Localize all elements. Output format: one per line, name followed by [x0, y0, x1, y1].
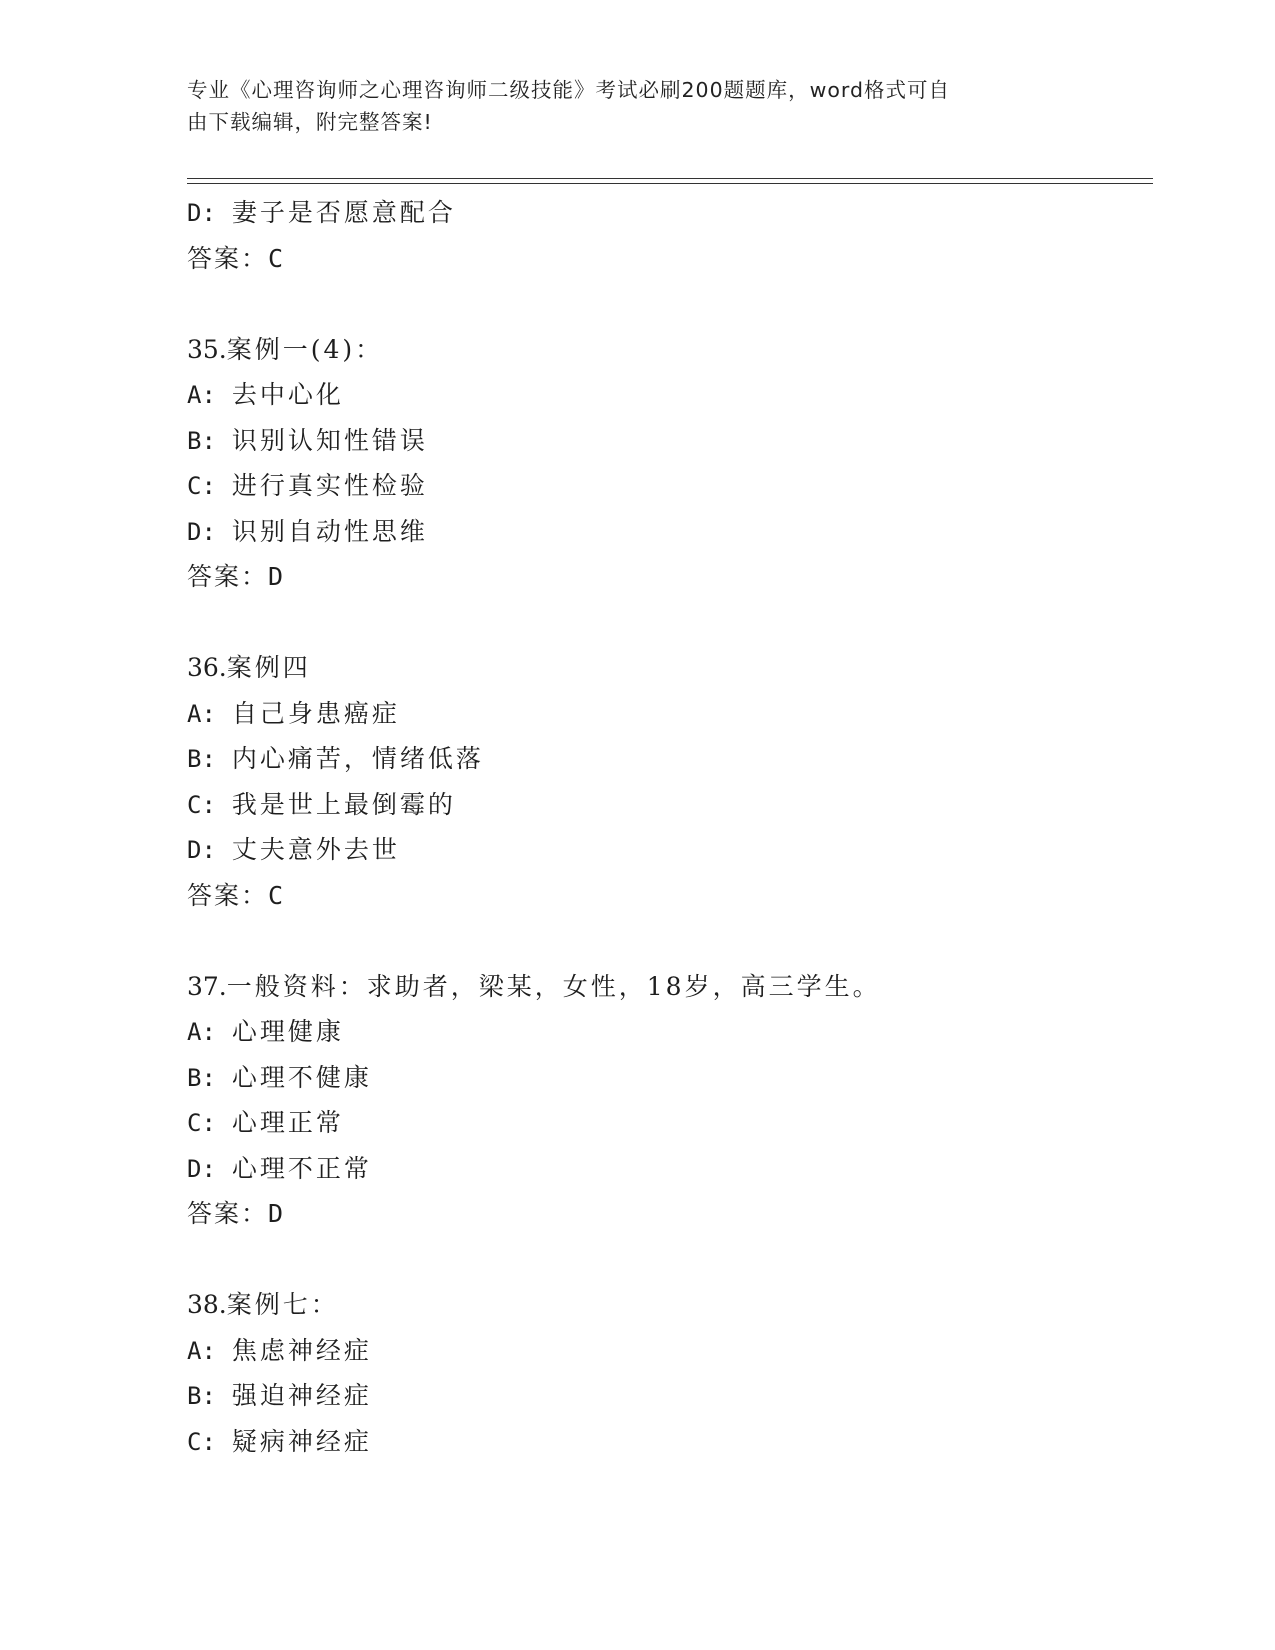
question-stem — [187, 1282, 1147, 1328]
option-text: 心理不正常 — [231, 1153, 372, 1183]
option-letter: D — [187, 517, 202, 546]
option-letter: B — [187, 745, 202, 773]
option-c — [187, 463, 1147, 509]
question-38 — [187, 1282, 1147, 1464]
answer-value: D — [268, 1199, 284, 1228]
answer-label: 答案： — [187, 243, 269, 273]
option-separator: : — [201, 199, 216, 227]
option-text: 我是世上最倒霉的 — [231, 789, 456, 819]
option-letter: B — [187, 1382, 202, 1410]
option-letter: C — [187, 472, 202, 500]
option-text: 自己身患癌症 — [231, 698, 400, 728]
answer-label: 答案： — [187, 562, 269, 591]
question-stem — [187, 964, 1147, 1010]
option-separator: : — [201, 699, 216, 728]
answer-line — [187, 236, 1147, 282]
spacer — [187, 1237, 1147, 1283]
answer-line — [187, 1191, 1147, 1237]
option-letter: C — [187, 1109, 202, 1137]
question-number: 36. — [187, 653, 227, 682]
option-letter: D — [187, 199, 202, 227]
option-separator: : — [201, 1427, 216, 1456]
header-line-2: 由下载编辑，附完整答案! — [187, 110, 433, 134]
answer-label: 答案： — [187, 1199, 269, 1228]
answer-line — [187, 873, 1147, 919]
option-separator: : — [201, 836, 216, 864]
question-number: 37. — [187, 971, 227, 1001]
option-text: 心理不健康 — [231, 1062, 372, 1092]
question-number: 38. — [187, 1290, 227, 1319]
question-stem — [187, 327, 1147, 373]
answer-value: C — [268, 880, 284, 910]
option-text: 去中心化 — [231, 380, 344, 409]
answer-label: 答案： — [187, 880, 269, 910]
option-text: 进行真实性检验 — [231, 471, 428, 500]
question-text: 一般资料：求助者，梁某，女性，18岁，高三学生。 — [226, 971, 881, 1001]
option-letter: D — [187, 836, 202, 864]
option-separator: : — [201, 1382, 216, 1410]
option-letter: A — [187, 1336, 202, 1365]
option-b — [187, 418, 1147, 464]
option-text: 焦虑神经症 — [231, 1335, 372, 1365]
option-b — [187, 736, 1147, 782]
option-separator: : — [201, 472, 216, 500]
option-d — [187, 190, 1147, 236]
option-letter: B — [187, 1063, 202, 1092]
option-separator: : — [201, 1018, 216, 1046]
option-separator: : — [201, 790, 216, 819]
option-letter: A — [187, 381, 202, 409]
question-continued — [187, 190, 1147, 281]
question-number: 35. — [187, 334, 227, 364]
option-text: 识别自动性思维 — [231, 516, 428, 546]
option-b — [187, 1373, 1147, 1419]
option-separator: : — [201, 745, 216, 773]
option-text: 心理健康 — [231, 1017, 344, 1046]
answer-value: D — [268, 562, 284, 591]
spacer — [187, 281, 1147, 327]
spacer — [187, 600, 1147, 646]
option-letter: A — [187, 699, 202, 728]
option-letter: D — [187, 1154, 202, 1183]
question-36 — [187, 645, 1147, 918]
question-text: 案例四 — [226, 653, 311, 682]
option-text: 心理正常 — [231, 1108, 344, 1137]
option-d — [187, 827, 1147, 873]
option-a — [187, 1328, 1147, 1374]
option-text: 识别认知性错误 — [231, 425, 428, 455]
option-b — [187, 1055, 1147, 1101]
option-text: 丈夫意外去世 — [231, 835, 400, 864]
option-d — [187, 509, 1147, 555]
option-c — [187, 1419, 1147, 1465]
option-separator: : — [201, 1063, 216, 1092]
document-body — [187, 190, 1147, 1464]
option-separator: : — [201, 381, 216, 409]
answer-line — [187, 554, 1147, 600]
question-35 — [187, 327, 1147, 600]
option-letter: A — [187, 1018, 202, 1046]
header-divider-top — [187, 178, 1153, 179]
option-letter: B — [187, 426, 202, 455]
option-a — [187, 691, 1147, 737]
question-text: 案例一(4)： — [226, 334, 384, 364]
question-37 — [187, 964, 1147, 1237]
option-separator: : — [201, 517, 216, 546]
option-text: 妻子是否愿意配合 — [231, 198, 456, 227]
answer-value: C — [268, 243, 284, 273]
question-text: 案例七： — [226, 1290, 339, 1319]
option-text: 疑病神经症 — [231, 1426, 372, 1456]
spacer — [187, 918, 1147, 964]
option-separator: : — [201, 426, 216, 455]
option-text: 强迫神经症 — [231, 1381, 372, 1410]
option-text: 内心痛苦，情绪低落 — [231, 744, 484, 773]
option-c — [187, 1100, 1147, 1146]
option-separator: : — [201, 1336, 216, 1365]
option-c — [187, 782, 1147, 828]
option-separator: : — [201, 1109, 216, 1137]
header-divider-bottom — [187, 183, 1153, 184]
option-separator: : — [201, 1154, 216, 1183]
page-header — [187, 74, 1067, 138]
option-letter: C — [187, 790, 202, 819]
option-d — [187, 1146, 1147, 1192]
question-stem — [187, 645, 1147, 691]
option-letter: C — [187, 1427, 202, 1456]
header-line-1: 专业《心理咨询师之心理咨询师二级技能》考试必刷200题题库，word格式可自 — [187, 78, 951, 102]
option-a — [187, 1009, 1147, 1055]
option-a — [187, 372, 1147, 418]
